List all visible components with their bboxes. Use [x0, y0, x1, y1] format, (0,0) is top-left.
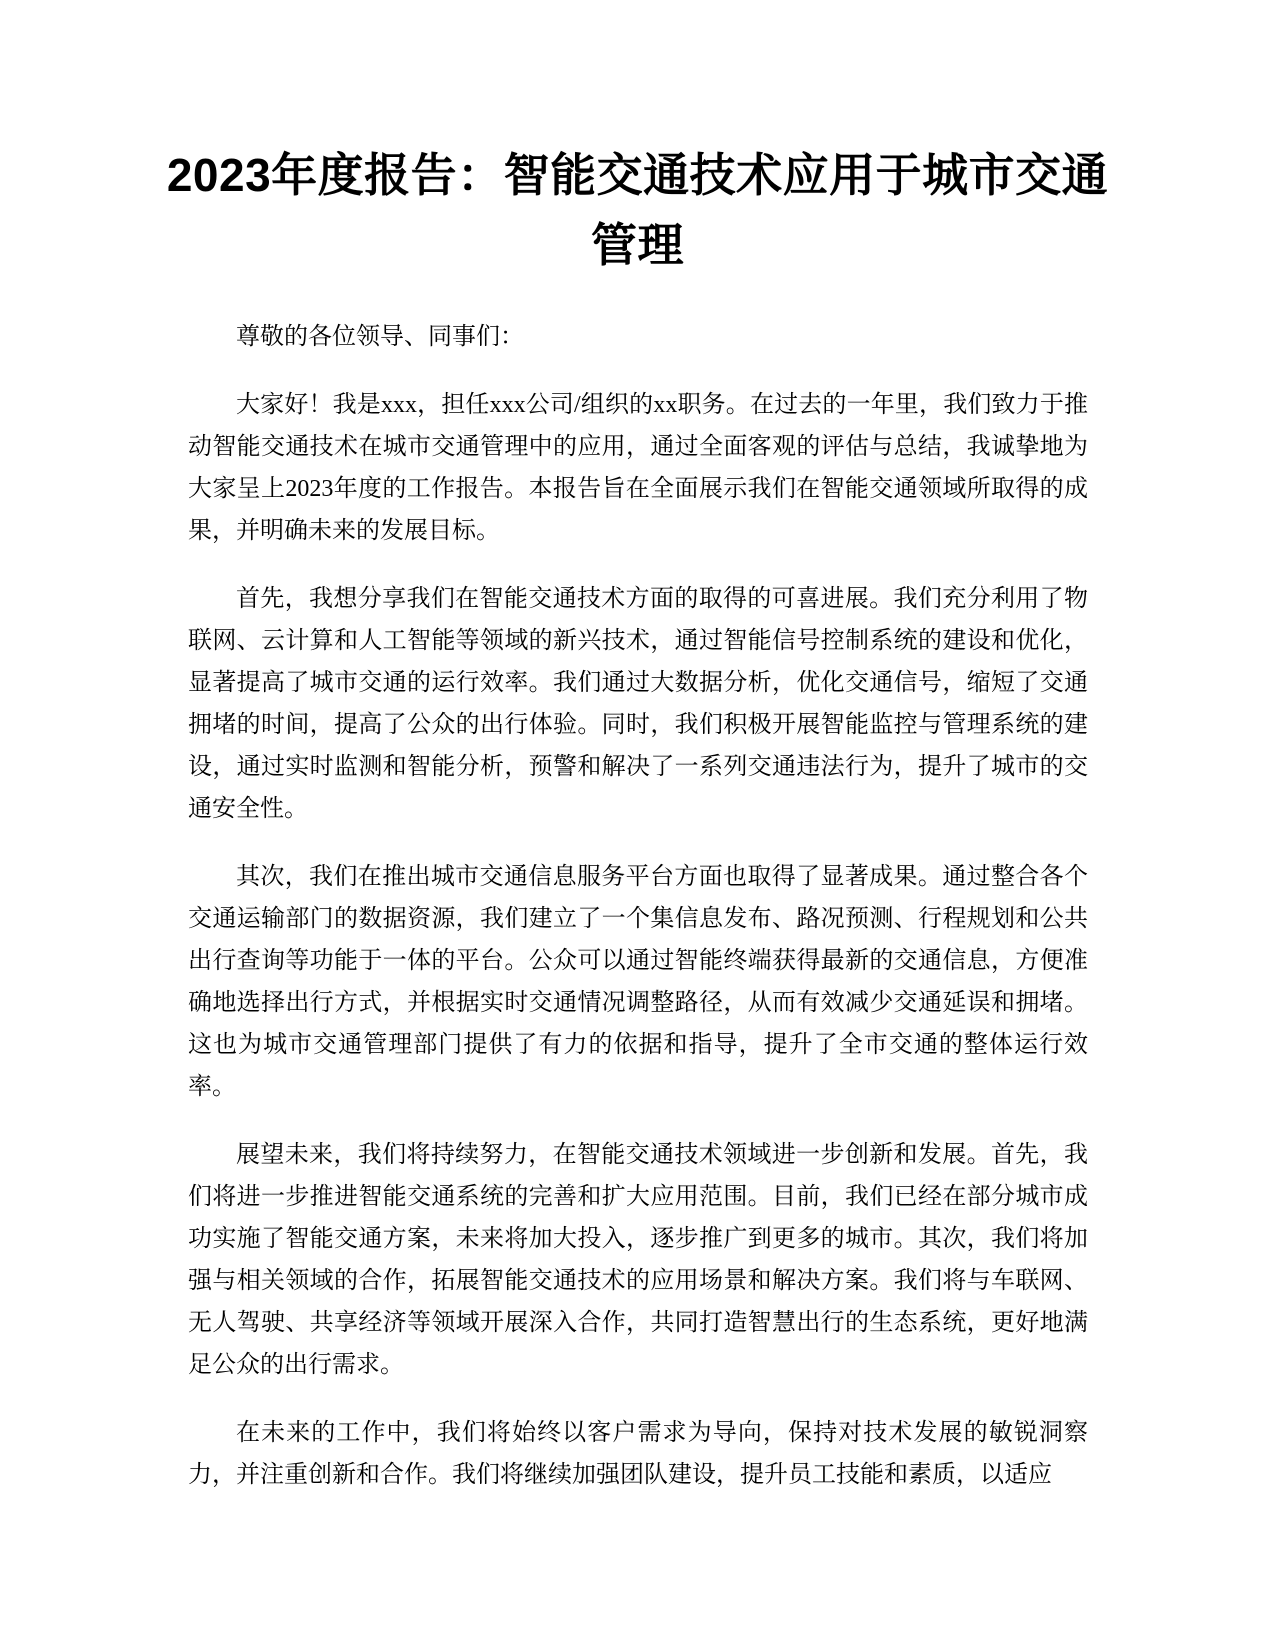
paragraph-introduction: 大家好！我是xxx，担任xxx公司/组织的xx职务。在过去的一年里，我们致力于推动智能交通技术在城市交通管理中的应用，通过全面客观的评估与总结，我诚挚地为大家呈上2023年度的工作报告。本报告旨在全面展示我们在智能交通领域所取得的成果，并明确未来的发展目标。	[188, 392, 1088, 544]
document-title: 2023年度报告：智能交通技术应用于城市交通管理	[166, 149, 1109, 271]
paragraph-progress: 首先，我想分享我们在智能交通技术方面的取得的可喜进展。我们充分利用了物联网、云计算和人工智能等领域的新兴技术，通过智能信号控制系统的建设和优化，显著提高了城市交通的运行效率。我们通过大数据分析，优化交通信号，缩短了交通拥堵的时间，提高了公众的出行体验。同时，我们积极开展智能监控与管理系统的建设，通过实时监测和智能分析，预警和解决了一系列交通违法行为，提升了城市的交通安全性。	[188, 586, 1088, 822]
document-body	[188, 316, 1088, 1522]
paragraph-future-work: 在未来的工作中，我们将始终以客户需求为导向，保持对技术发展的敏锐洞察力，并注重创新和合作。我们将继续加强团队建设，提升员工技能和素质，以适应	[188, 1420, 1088, 1488]
paragraph-outlook: 展望未来，我们将持续努力，在智能交通技术领域进一步创新和发展。首先，我们将进一步推进智能交通系统的完善和扩大应用范围。目前，我们已经在部分城市成功实施了智能交通方案，未来将加大投入，逐步推广到更多的城市。其次，我们将加强与相关领域的合作，拓展智能交通技术的应用场景和解决方案。我们将与车联网、无人驾驶、共享经济等领域开展深入合作，共同打造智慧出行的生态系统，更好地满足公众的出行需求。	[188, 1142, 1088, 1378]
paragraph-platform: 其次，我们在推出城市交通信息服务平台方面也取得了显著成果。通过整合各个交通运输部门的数据资源，我们建立了一个集信息发布、路况预测、行程规划和公共出行查询等功能于一体的平台。公众可以通过智能终端获得最新的交通信息，方便准确地选择出行方式，并根据实时交通情况调整路径，从而有效减少交通延误和拥堵。这也为城市交通管理部门提供了有力的依据和指导，提升了全市交通的整体运行效率。	[188, 864, 1088, 1100]
greeting-paragraph: 尊敬的各位领导、同事们：	[236, 324, 524, 350]
